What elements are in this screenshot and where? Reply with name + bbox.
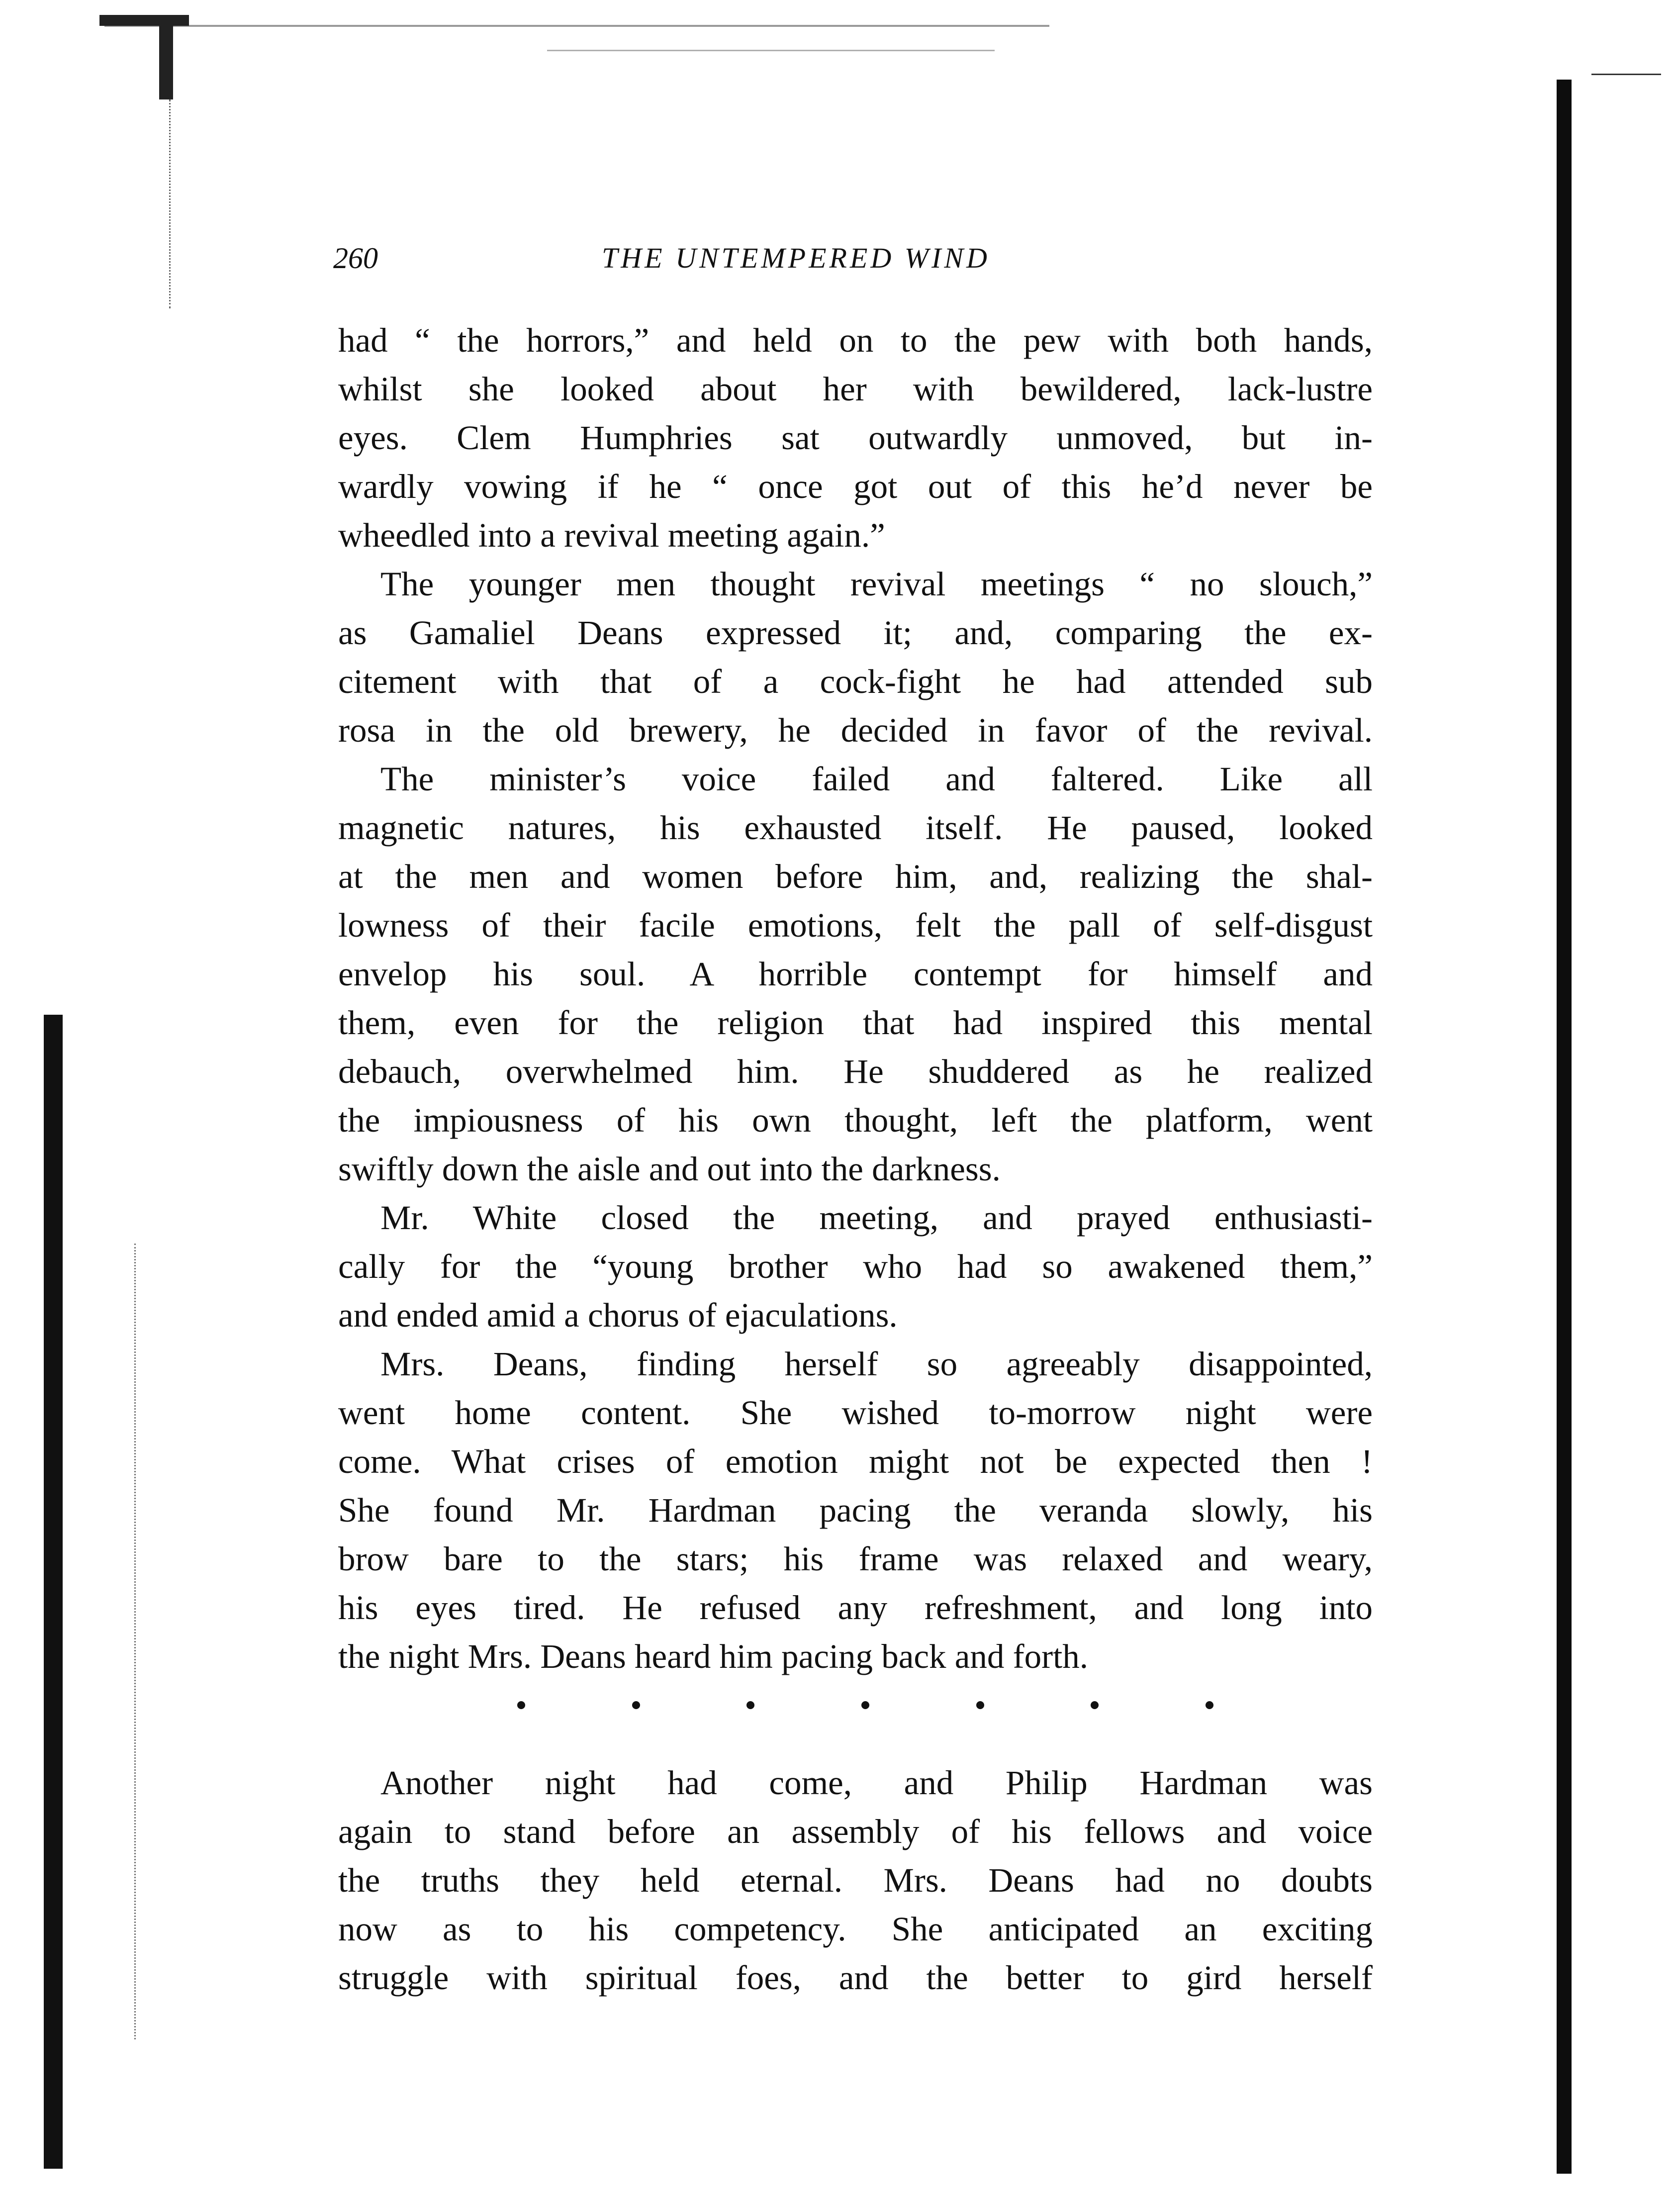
text-line: Mrs. Deans, finding herself so agreeably disappointed, [380,1345,1373,1383]
text-line: swiftly down the aisle and out into the darkness. [338,1150,1001,1188]
text-line: brow bare to the stars; his frame was relaxed and weary, [338,1540,1373,1578]
section-break [517,1690,1213,1720]
text-line: them, even for the religion that had inspired this mental [338,1004,1373,1042]
scan-shadow-right [1557,80,1572,2174]
text-line: magnetic natures, his exhausted itself. He paused, looked [338,809,1373,847]
scan-speckle [134,1244,137,2039]
text-line: Another night had come, and Philip Hardman was [380,1764,1373,1802]
scan-mark [99,15,189,26]
text-line: as Gamaliel Deans expressed it; and, comparing the ex- [338,614,1373,652]
text-line: eyes. Clem Humphries sat outwardly unmoved, but in- [338,419,1373,457]
page-number: 260 [333,242,378,275]
scan-edge-line [547,50,995,51]
text-line: rosa in the old brewery, he decided in favor of the revival. [338,711,1373,749]
text-line: the truths they held eternal. Mrs. Deans had no doubts [338,1861,1373,1899]
running-title: THE UNTEMPERED WIND [602,242,990,274]
text-line: whilst she looked about her with bewildered, lack-lustre [338,370,1373,408]
text-line: again to stand before an assembly of his fellows and voice [338,1813,1373,1850]
text-line: struggle with spiritual foes, and the better to gird herself [338,1959,1373,1997]
text-line: envelop his soul. A horrible contempt for himself and [338,955,1373,993]
text-line: the night Mrs. Deans heard him pacing back and forth. [338,1637,1088,1675]
ornament-dot [517,1701,525,1709]
text-line: The minister’s voice failed and faltered. Like all [380,760,1373,798]
text-line: The younger men thought revival meetings “ no slouch,” [380,565,1373,603]
text-line: his eyes tired. He refused any refreshment, and long into [338,1589,1373,1627]
scan-speckle [169,99,172,308]
text-line: debauch, overwhelmed him. He shuddered as he realized [338,1053,1373,1090]
text-line: had “ the horrors,” and held on to the pew with both hands, [338,321,1373,359]
text-line: wheedled into a revival meeting again.” [338,516,885,554]
text-line: Mr. White closed the meeting, and prayed enthusiasti- [380,1199,1373,1237]
ornament-dot [1091,1701,1099,1709]
text-line: wardly vowing if he “ once got out of this he’d never be [338,468,1373,505]
text-line: She found Mr. Hardman pacing the veranda slowly, his [338,1491,1373,1529]
text-line: the impiousness of his own thought, left the platform, went [338,1101,1373,1139]
scan-edge-tick [1591,74,1661,75]
ornament-dot [976,1701,984,1709]
text-line: at the men and women before him, and, realizing the shal- [338,858,1373,895]
text-line: went home content. She wished to-morrow night were [338,1394,1373,1432]
running-head [333,241,1169,286]
ornament-dot [1206,1701,1213,1709]
ornament-dot [861,1701,869,1709]
text-line: and ended amid a chorus of ejaculations. [338,1296,898,1334]
text-line: cally for the “young brother who had so awakened them,” [338,1248,1373,1285]
scan-edge-top [104,25,1049,27]
ornament-dot [632,1701,640,1709]
ornament-dot [746,1701,754,1709]
text-line: citement with that of a cock-fight he had attended sub [338,663,1373,700]
text-line: lowness of their facile emotions, felt the pall of self-disgust [338,906,1373,944]
scan-shadow-left [44,1015,63,2169]
scan-mark [159,20,173,99]
text-line: come. What crises of emotion might not be expected then ! [338,1443,1373,1480]
text-line: now as to his competency. She anticipated an exciting [338,1910,1373,1948]
